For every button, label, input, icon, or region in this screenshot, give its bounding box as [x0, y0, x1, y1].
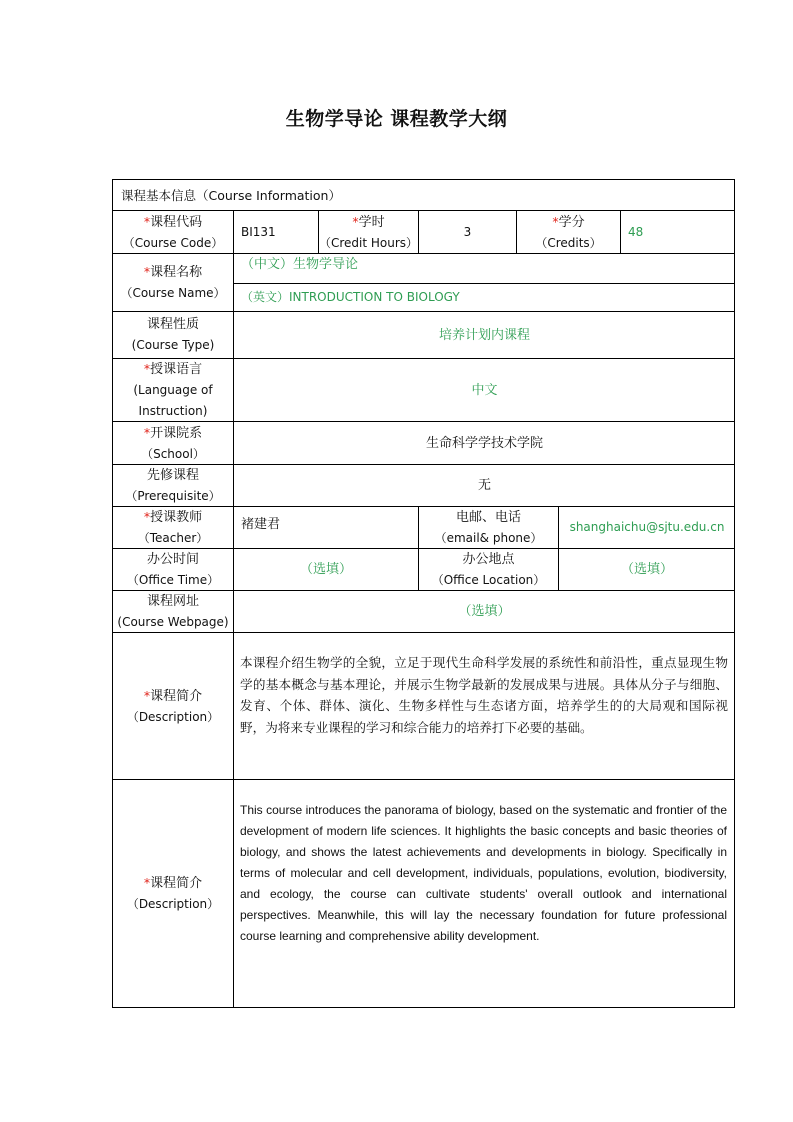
required-mark: * — [143, 875, 151, 890]
course-name-cn: （中文）生物学导论 — [241, 256, 359, 272]
language-label: *授课语言 (Language of Instruction) — [133, 361, 213, 418]
required-mark: * — [143, 213, 151, 229]
language-value: 中文 — [471, 382, 498, 398]
required-mark: * — [143, 687, 151, 703]
webpage-label: 课程网址 (Course Webpage) — [117, 593, 229, 629]
required-mark: * — [143, 361, 151, 376]
office-location-label: 办公地点 （Office Location） — [431, 551, 546, 587]
contact-email[interactable]: shanghaichu@sjtu.edu.cn — [569, 520, 725, 534]
required-mark: * — [143, 509, 151, 524]
required-mark: * — [552, 213, 559, 229]
required-mark: * — [143, 264, 151, 279]
credit-hours-label: *学时 （Credit Hours） — [319, 213, 419, 250]
page-title: 生物学导论 课程教学大纲 — [285, 108, 508, 130]
office-time-label: 办公时间 （Office Time） — [126, 551, 220, 587]
office-location-value: （选填） — [620, 562, 673, 577]
credits-label: *学分 （Credits） — [535, 213, 602, 250]
description-cn-label: *课程简介 （Description） — [126, 687, 220, 724]
webpage-value: （选填） — [458, 604, 511, 619]
description-en-label: *课程简介 （Description） — [126, 875, 220, 911]
teacher-label: *授课教师 （Teacher） — [137, 509, 209, 545]
credit-hours-value: 3 — [463, 224, 472, 239]
course-code-value: BI131 — [241, 224, 276, 239]
course-code-label: *课程代码 （Course Code） — [122, 213, 224, 250]
description-cn-text: 本课程介绍生物学的全貌，立足于现代生命科学发展的系统性和前沿性，重点显现生物学的基本概念与基本理论，并展示生物学最新的发展成果与进展。具体从分子与细胞、发育、个体、群体、演化、生物多样性与生态诸方面，培养学生的的大局观和国际视野，为将来专业课程的学习和综合能力的培养打下必要的基础。 — [240, 655, 728, 735]
office-time-value: （选填） — [299, 562, 352, 577]
course-name-en: （英文）INTRODUCTION TO BIOLOGY — [241, 290, 460, 304]
course-type-value: 培养计划内课程 — [438, 327, 530, 343]
course-type-label: 课程性质 (Course Type) — [131, 317, 215, 352]
required-mark: * — [143, 424, 151, 440]
required-mark: * — [352, 213, 359, 229]
section-header: 课程基本信息（Course Information） — [121, 187, 341, 203]
description-en-text: This course introduces the panorama of biology, based on the systematic and frontier of the development of modern life sciences. It highlights the basic concepts and basic theories of biology, and shows the latest achievements and developments in biology. Specifically in terms of molecular and cell development, individuals, populations, evolution, biodiversity, and ecology, the course can cultivate students' overall outlook and international perspectives. Meanwhile, this will lay the necessary foundation for future professional course learning and comprehensive ability development. — [240, 803, 727, 943]
contact-label: 电邮、电话 （email& phone） — [434, 509, 543, 545]
credits-value: 48 — [628, 224, 644, 239]
school-label: *开课院系 （School） — [141, 424, 205, 461]
school-value: 生命科学学技术学院 — [425, 435, 543, 451]
course-name-label: *课程名称 （Course Name） — [120, 264, 226, 300]
prerequisite-label: 先修课程 （Prerequisite） — [125, 467, 221, 503]
prerequisite-value: 无 — [477, 478, 491, 493]
teacher-value: 褚建君 — [241, 517, 281, 532]
